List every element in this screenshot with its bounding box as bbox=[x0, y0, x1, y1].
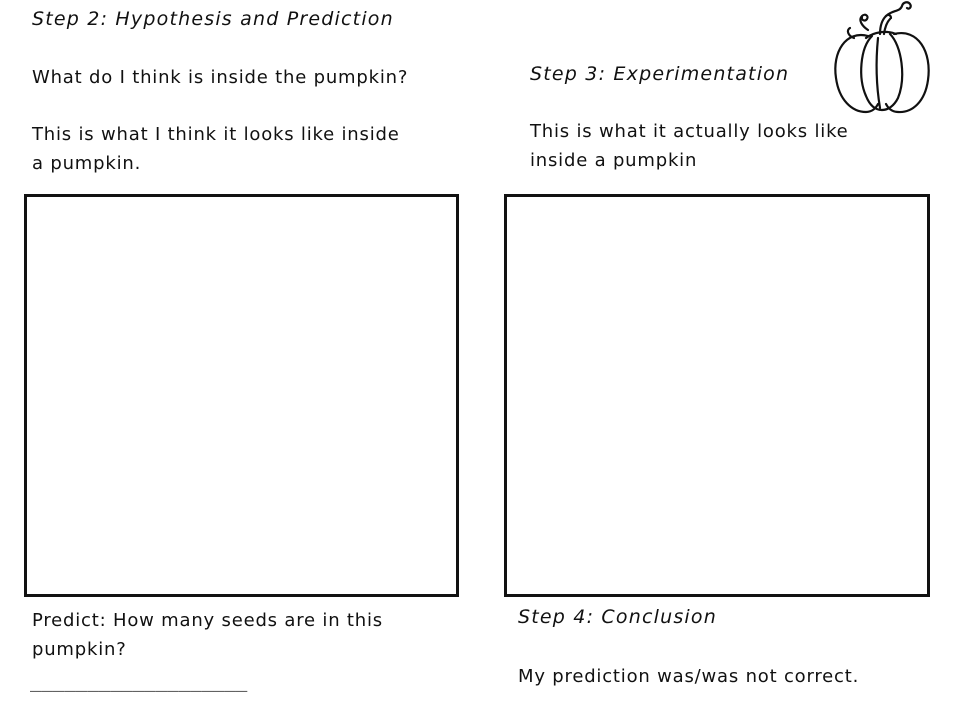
step2-question: What do I think is inside the pumpkin? bbox=[32, 67, 409, 88]
step4-heading: Step 4: Conclusion bbox=[518, 606, 717, 628]
step2-heading: Step 2: Hypothesis and Prediction bbox=[32, 8, 394, 30]
step3-prompt-line1: This is what it actually looks like bbox=[530, 121, 849, 142]
step2-prompt bbox=[32, 120, 400, 178]
step2-prompt-line2: a pumpkin. bbox=[32, 153, 142, 174]
predict-line2: pumpkin? bbox=[32, 639, 127, 660]
step3-heading: Step 3: Experimentation bbox=[530, 63, 790, 85]
step2-prompt-line1: This is what I think it looks like inside bbox=[32, 124, 400, 145]
step3-prompt bbox=[530, 117, 849, 175]
pumpkin-icon bbox=[828, 0, 936, 118]
predict-line1: Predict: How many seeds are in this bbox=[32, 610, 383, 631]
seed-count-answer-line[interactable]: ___________________ bbox=[30, 670, 248, 692]
experiment-drawing-box[interactable] bbox=[504, 194, 930, 597]
conclusion-statement: My prediction was/was not correct. bbox=[518, 666, 860, 687]
hypothesis-drawing-box[interactable] bbox=[24, 194, 459, 597]
step3-prompt-line2: inside a pumpkin bbox=[530, 150, 698, 171]
predict-question bbox=[32, 606, 383, 664]
